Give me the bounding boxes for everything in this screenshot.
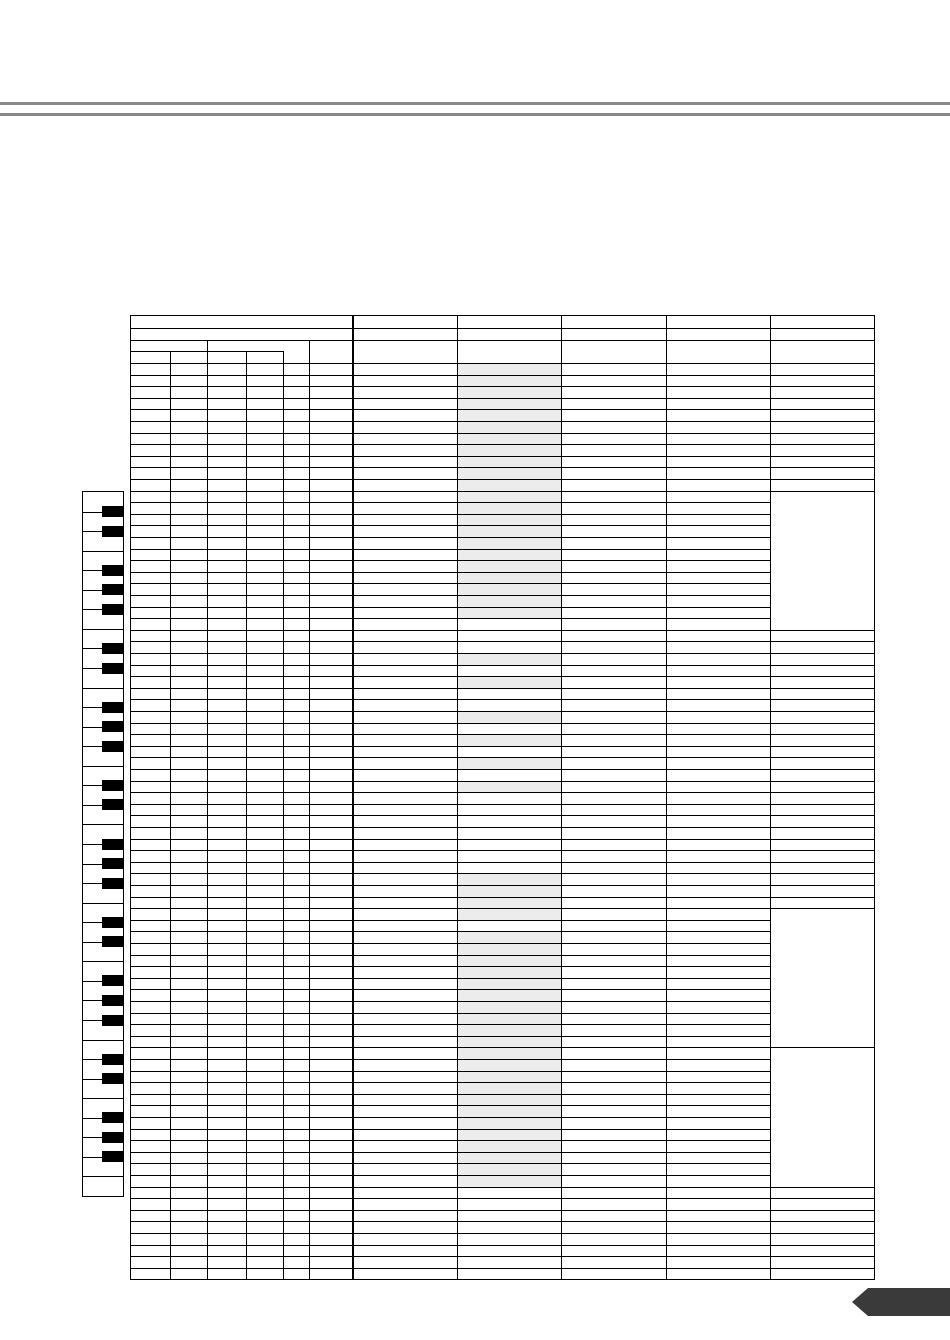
table-row-line bbox=[131, 618, 770, 619]
table-row-line bbox=[131, 955, 770, 956]
table-row-line bbox=[131, 1187, 874, 1188]
black-key bbox=[102, 858, 124, 869]
table-row-line bbox=[131, 1105, 770, 1106]
white-key-divider bbox=[83, 824, 123, 825]
table-row-line bbox=[131, 1268, 874, 1269]
black-key bbox=[102, 526, 124, 537]
table-row-line bbox=[131, 537, 770, 538]
table-row-line bbox=[131, 862, 874, 863]
black-key bbox=[102, 1151, 124, 1162]
table-row-line bbox=[131, 1245, 874, 1246]
black-key bbox=[102, 741, 124, 752]
shaded-cell-block bbox=[458, 653, 561, 665]
table-row-line bbox=[131, 1082, 770, 1083]
table-row-line bbox=[131, 1210, 874, 1211]
table-row-line bbox=[131, 1198, 874, 1199]
table-row-line bbox=[131, 665, 874, 666]
table-row-line bbox=[131, 711, 874, 712]
table-row-line bbox=[131, 421, 874, 422]
white-key-divider bbox=[83, 1176, 123, 1177]
black-key bbox=[102, 604, 124, 615]
table-row-line bbox=[131, 781, 874, 782]
black-key bbox=[102, 936, 124, 947]
shaded-cell-block bbox=[458, 781, 561, 793]
black-key bbox=[102, 584, 124, 595]
table-row-line bbox=[131, 676, 874, 677]
black-key bbox=[102, 780, 124, 791]
table-row-line bbox=[131, 873, 874, 874]
black-key bbox=[102, 1132, 124, 1143]
table-row-line bbox=[131, 815, 874, 816]
table-column-line bbox=[352, 316, 354, 1279]
table-column-line bbox=[170, 351, 171, 1279]
table-row-line bbox=[131, 514, 770, 515]
page-number-tab bbox=[852, 1288, 950, 1316]
table-header-line bbox=[131, 340, 874, 341]
table-row-line bbox=[131, 409, 874, 410]
table-row-line bbox=[131, 583, 770, 584]
table-row-line bbox=[131, 456, 874, 457]
table-row-line bbox=[131, 1163, 770, 1164]
table-row-line bbox=[131, 560, 770, 561]
keyboard-diagram bbox=[82, 491, 124, 1197]
table-row-line bbox=[131, 804, 874, 805]
table-row-line bbox=[131, 1140, 770, 1141]
table-column-line bbox=[770, 316, 771, 1279]
black-key bbox=[102, 799, 124, 810]
white-key-divider bbox=[83, 1040, 123, 1041]
black-key bbox=[102, 721, 124, 732]
table-row-line bbox=[131, 491, 874, 492]
table-column-line bbox=[207, 340, 208, 351]
table-row-line bbox=[131, 943, 770, 944]
table-row-line bbox=[131, 827, 874, 828]
table-row-line bbox=[131, 931, 770, 932]
table-row-line bbox=[131, 1047, 874, 1048]
black-key bbox=[102, 663, 124, 674]
table-row-line bbox=[131, 595, 770, 596]
black-key bbox=[102, 506, 124, 517]
black-key bbox=[102, 917, 124, 928]
table-row-line bbox=[131, 607, 770, 608]
voice-list-table bbox=[130, 315, 875, 1280]
table-row-line bbox=[131, 1152, 770, 1153]
table-row-line bbox=[131, 1233, 874, 1234]
table-column-line bbox=[207, 351, 208, 1279]
table-row-line bbox=[131, 723, 874, 724]
black-key bbox=[102, 1054, 124, 1065]
table-row-line bbox=[131, 989, 770, 990]
table-row-line bbox=[131, 920, 770, 921]
black-key bbox=[102, 702, 124, 713]
table-row-line bbox=[131, 444, 874, 445]
black-key bbox=[102, 839, 124, 850]
shaded-cell-block bbox=[458, 711, 561, 723]
table-row-line bbox=[131, 850, 874, 851]
shaded-cell-block bbox=[458, 757, 561, 769]
white-key-divider bbox=[83, 903, 123, 904]
table-row-line bbox=[131, 479, 874, 480]
table-row-line bbox=[131, 885, 874, 886]
white-key-divider bbox=[83, 1098, 123, 1099]
table-row-line bbox=[131, 792, 874, 793]
table-row-line bbox=[131, 1024, 770, 1025]
table-row-line bbox=[131, 1129, 770, 1130]
table-header-line bbox=[131, 328, 874, 329]
white-key-divider bbox=[83, 961, 123, 962]
black-key bbox=[102, 878, 124, 889]
header-rule-top bbox=[0, 102, 950, 105]
table-row-line bbox=[131, 1117, 770, 1118]
table-row-line bbox=[131, 978, 770, 979]
black-key bbox=[102, 1073, 124, 1084]
table-column-line bbox=[309, 340, 310, 1279]
table-row-line bbox=[131, 688, 874, 689]
black-key bbox=[102, 643, 124, 654]
shaded-cell-block bbox=[458, 676, 561, 688]
table-row-line bbox=[131, 502, 770, 503]
table-row-line bbox=[131, 467, 874, 468]
black-key bbox=[102, 975, 124, 986]
table-row-line bbox=[131, 572, 770, 573]
table-column-line bbox=[283, 351, 284, 1279]
table-row-line bbox=[131, 1094, 770, 1095]
table-row-line bbox=[131, 1256, 874, 1257]
table-row-line bbox=[131, 1013, 770, 1014]
white-key-divider bbox=[83, 551, 123, 552]
table-row-line bbox=[131, 1221, 874, 1222]
table-row-line bbox=[131, 549, 770, 550]
table-row-line bbox=[131, 897, 874, 898]
black-key bbox=[102, 1112, 124, 1123]
table-row-line bbox=[131, 653, 874, 654]
table-column-line bbox=[246, 351, 247, 1279]
white-key-divider bbox=[83, 766, 123, 767]
table-row-line bbox=[131, 734, 874, 735]
header-rule-bottom bbox=[0, 113, 950, 116]
table-row-line bbox=[131, 375, 874, 376]
table-row-line bbox=[131, 1001, 770, 1002]
table-row-line bbox=[131, 1059, 770, 1060]
table-row-line bbox=[131, 1175, 770, 1176]
table-row-line bbox=[131, 525, 770, 526]
table-row-line bbox=[131, 757, 874, 758]
table-row-line bbox=[131, 398, 874, 399]
table-row-line bbox=[131, 699, 874, 700]
table-row-line bbox=[131, 1071, 770, 1072]
table-row-line bbox=[131, 630, 874, 631]
white-key-divider bbox=[83, 688, 123, 689]
table-column-line bbox=[561, 316, 562, 1279]
table-row-line bbox=[131, 769, 874, 770]
table-row-line bbox=[131, 1036, 770, 1037]
table-header-line bbox=[131, 363, 874, 364]
table-row-line bbox=[131, 839, 874, 840]
black-key bbox=[102, 1015, 124, 1026]
table-row-line bbox=[131, 433, 874, 434]
table-row-line bbox=[131, 746, 874, 747]
table-row-line bbox=[131, 966, 770, 967]
white-key-divider bbox=[83, 629, 123, 630]
table-column-line bbox=[457, 316, 458, 1279]
table-row-line bbox=[131, 908, 874, 909]
black-key bbox=[102, 565, 124, 576]
table-row-line bbox=[131, 386, 874, 387]
table-column-line bbox=[666, 316, 667, 1279]
table-row-line bbox=[131, 641, 874, 642]
shaded-cell-block bbox=[458, 734, 561, 746]
black-key bbox=[102, 995, 124, 1006]
